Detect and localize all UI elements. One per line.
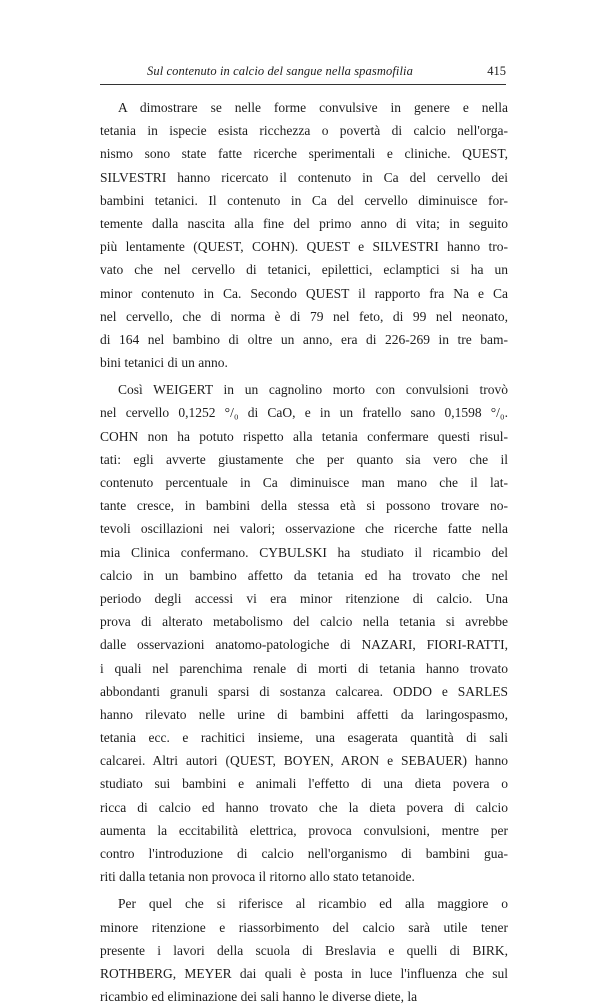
text-line: più lentamente (QUEST, COHN). QUEST e SILVESTRI hanno tro- — [100, 239, 508, 255]
text-line: minore ritenzione e riassorbimento del calcio sarà utile tener — [100, 919, 508, 935]
text-line: i quali nel parenchima renale di morti di tetania hanno trovato — [100, 660, 508, 676]
text-line: presente i lavori della scuola di Breslavia e quelli di BIRK, — [100, 942, 508, 958]
text-line: contenuto percentuale in Ca diminuisce man mano che il lat- — [100, 475, 508, 490]
paragraph — [100, 378, 508, 888]
text-line: Per quel che si riferisce al ricambio ed alla maggiore o — [118, 896, 508, 912]
text-line: hanno rilevato nelle urine di bambini affetti da laringospasmo, — [100, 706, 508, 722]
text-line: vato che nel cervello di tetanici, epilettici, eclamptici si ha un — [100, 262, 508, 278]
text-line: ROTHBERG, MEYER dai quali è posta in luce l'influenza che sul — [100, 965, 508, 981]
text-line: Così WEIGERT in un cagnolino morto con convulsioni trovò — [118, 382, 508, 398]
paragraph — [100, 96, 508, 374]
text-line: tati: egli avverte giustamente che per quanto sia vero che il — [100, 451, 508, 467]
page-header — [100, 62, 506, 85]
text-line: prova di alterato metabolismo del calcio nella tetania si avrebbe — [100, 614, 508, 630]
text-line: minor contenuto in Ca. Secondo QUEST il rapporto fra Na e Ca — [100, 285, 508, 301]
text-line: bambini tetanici. Il contenuto in Ca del cervello diminuisce for- — [100, 192, 508, 208]
body-text — [100, 96, 508, 1008]
text-line: bini tetanici di un anno. — [100, 355, 228, 371]
text-line: mia Clinica confermano. CYBULSKI ha studiato il ricambio del — [100, 544, 508, 560]
paragraph — [100, 892, 508, 1008]
text-line: nel cervello 0,1252 °/₀ di CaO, e in un fratello sano 0,1598 °/₀. — [100, 405, 508, 421]
text-line: abbondanti granuli sparsi di sostanza calcarea. ODDO e SARLES — [100, 683, 508, 699]
text-line: tetania ecc. e rachitici insieme, una esagerata quantità di sali — [100, 730, 508, 746]
text-line: A dimostrare se nelle forme convulsive in genere e nella — [118, 100, 508, 115]
text-line: tevoli oscillazioni nei valori; osservazione che ricerche fatte nella — [100, 521, 508, 537]
page-number: 415 — [487, 64, 506, 78]
text-line: SILVESTRI hanno ricercato il contenuto in Ca del cervello dei — [100, 169, 508, 185]
text-line: riti dalla tetania non provoca il ritorno allo stato tetanoide. — [100, 869, 415, 885]
text-line: nel cervello, che di norma è di 79 nel feto, di 99 nel neonato, — [100, 308, 508, 324]
text-line: COHN non ha potuto rispetto alla tetania confermare questi risul- — [100, 428, 508, 444]
text-line: ricambio ed eliminazione dei sali hanno le diverse diete, la — [100, 989, 418, 1005]
text-line: studiato sui bambini e animali l'effetto di una dieta povera o — [100, 776, 508, 792]
text-line: dalle osservazioni anatomo-patologiche di NAZARI, FIORI-RATTI, — [100, 637, 508, 653]
text-line: di 164 nel bambino di oltre un anno, era di 226-269 in tre bam- — [100, 331, 508, 347]
text-line: temente dalla nascita alla fine del primo anno di vita; in seguito — [100, 215, 508, 231]
running-title: Sul contenuto in calcio del sangue nella spasmofilia — [147, 64, 413, 78]
text-line: aumenta la eccitabilità elettrica, provoca convulsioni, mentre per — [100, 822, 508, 838]
text-line: tante cresce, in bambini della stessa età si possono trovare no- — [100, 498, 508, 514]
text-line: calcarei. Altri autori (QUEST, BOYEN, ARON e SEBAUER) hanno — [100, 753, 508, 769]
text-line: contro l'introduzione di calcio nell'organismo di bambini gua- — [100, 846, 508, 861]
text-line: periodo degli accessi vi era minor ritenzione di calcio. Una — [100, 590, 508, 606]
text-line: nismo sono state fatte ricerche sperimentali e cliniche. QUEST, — [100, 146, 508, 162]
text-line: tetania in ispecie esista ricchezza o povertà di calcio nell'orga- — [100, 123, 508, 139]
text-line: ricca di calcio ed hanno trovato che la dieta povera di calcio — [100, 799, 508, 815]
text-line: calcio in un bambino affetto da tetania ed ha trovato che nel — [100, 567, 508, 583]
